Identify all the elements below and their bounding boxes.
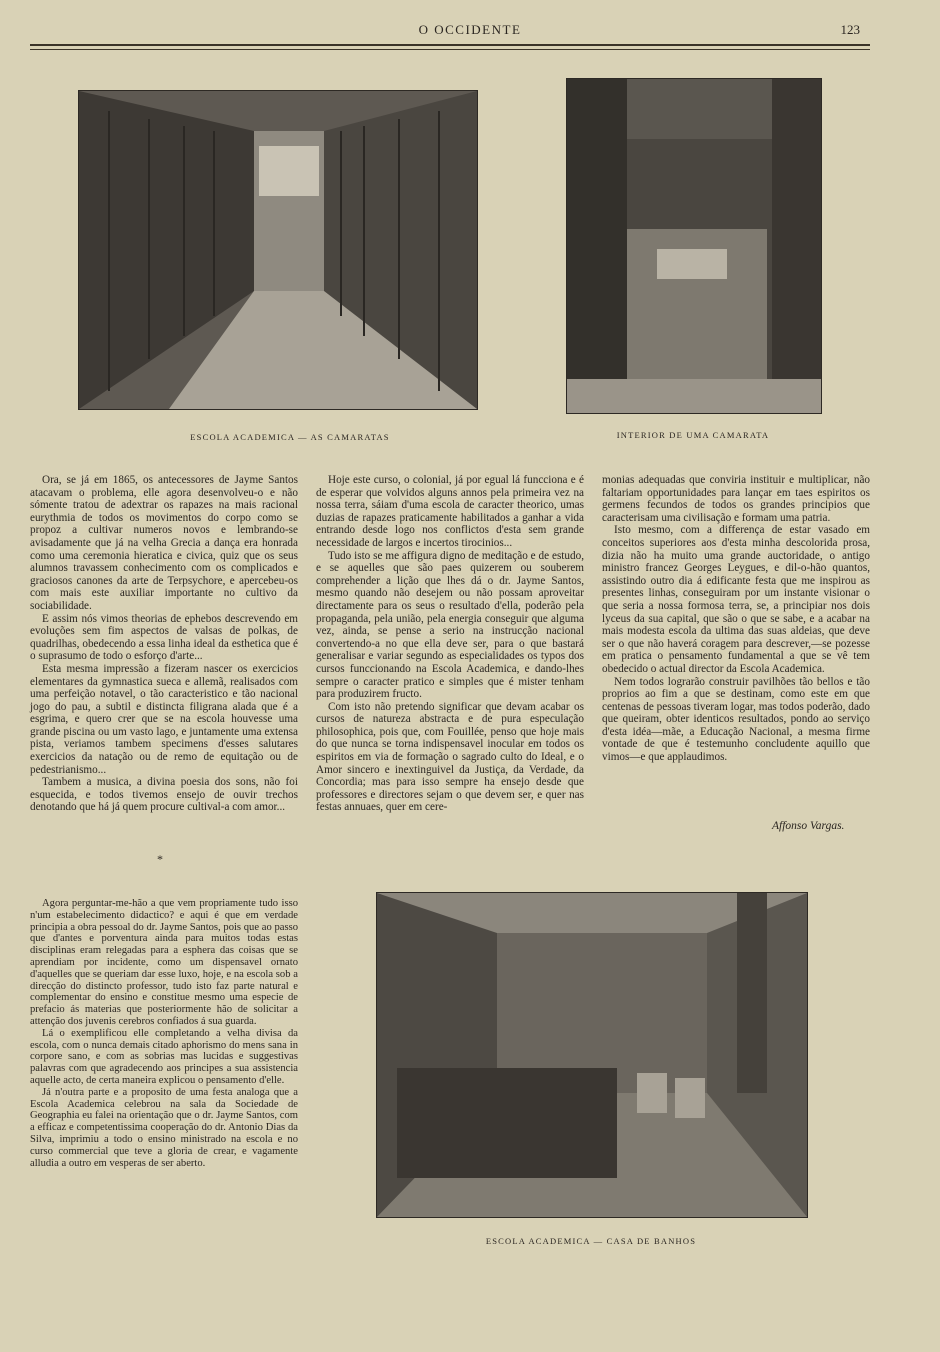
page-number: 123 bbox=[840, 22, 860, 37]
paragraph: monias adequadas que conviria instituir e multiplicar, não faltariam opportunidades para lançar em taes espiritos os germens fecundos de todos os grandes principios que caracterisam uma civilisação e formam uma patria. bbox=[602, 474, 870, 524]
paragraph: Agora perguntar-me-hão a que vem propriamente tudo isso n'um estabelecimento didactico? e aqui é que em verdade principia a obra pessoal do dr. Jayme Santos, pois que ao passo que d'antes e porventura ainda para muitos todas estas disciplinas eram relegadas para a esphera das coisas que se aprendiam por incidente, como um dispensavel ornato d'aquelles que se queriam dar esse luxo, hoje, e na escola sob a direcção do distincto professor, tudo isto faz parte natural e complementar do ensino e constitue mesmo uma especie de prefacio ás materias que posteriormente hão de solicitar a attenção dos juvenis cerebros confiados á sua guarda. bbox=[30, 898, 298, 1027]
photo-dormitories bbox=[78, 90, 478, 410]
paragraph: E assim nós vimos theorias de ephebos descrevendo em evoluções sem fim aspectos de valsas de polkas, de quadrilhas, obedecendo a essa linha ideal da esthetica que é o suprasumo de todo o esforço d'arte... bbox=[30, 612, 298, 663]
text-column-1-bottom bbox=[30, 898, 298, 1169]
text-column-1 bbox=[30, 474, 298, 814]
header-rule bbox=[30, 44, 870, 46]
paragraph: Hoje este curso, o colonial, já por egual lá funcciona e é de esperar que volvidos alguns annos pela primeira vez na nossa terra, sáiam d'uma escola de caracter theorico, umas duzias de rapazes praticamente habilitados a ganhar a vida entrando desde logo nos conflictos d'esta sem grande necessidade de largos e incertos tirocinios... bbox=[316, 474, 584, 549]
photo-dormitory-interior bbox=[566, 78, 822, 414]
photo-bathhouse bbox=[376, 892, 808, 1218]
paragraph: Tudo isto se me affigura digno de meditação e de estudo, e se aquelles que são paes quizerem ou souberem comprehender a lição que lhes dá o dr. Jayme Santos, mesmo quando não desejem ou não possam aproveitar directamente para os seus o resultado d'ella, poderão pela propaganda, pela união, pela energia conseguir que alguma vez, ainda, se pense a serio na instrucção nacional convertendo-a no que ella deve ser, para o que bastará generalisar e variar segundo as especialidades os typos dos cursos funccionando na Escola Academica, e dando-lhes sempre o caracter pratico e simples que é mister tenham para produzirem fructo. bbox=[316, 549, 584, 701]
paragraph: Já n'outra parte e a proposito de uma festa analoga que a Escola Academica celebrou na sala da Sociedade de Geographia eu falei na orientação que o dr. Jayme Santos, com a efficaz e competentissima cooperação do dr. Antonio Dias da Silva, imprimiu a todo o ensino ministrado na escola e no curso commercial que teve a gloria de crear, e vagamente alludia a outro em vesperas de ser aberto. bbox=[30, 1086, 298, 1169]
header-rule-thin bbox=[30, 49, 870, 50]
paragraph: Esta mesma impressão a fizeram nascer os exercicios elementares da gymnastica sueca e allemã, realisados com uma perfeição notavel, o tão caracteristico e tão nacional jogo do pau, a subtil e distincta filigrana alada que é a esgrima, e quero crer que se na escola houvesse uma grande piscina ou um vasto lago, e juntamente uma extensa pista, veriamos tambem specimens d'esses salutares exercicios da natação ou de remo de equitação ou de pedestrianismo... bbox=[30, 662, 298, 776]
paragraph: Lá o exemplificou elle completando a velha divisa da escola, com o nunca demais citado aphorismo do mens sana in corpore sano, e com as sobrias mas lucidas e suggestivas palavras com que agradecendo aos principes a sua assistencia aquelle acto, de certa maneira explicou o pensamento d'elle. bbox=[30, 1027, 298, 1086]
text-column-3 bbox=[602, 474, 870, 764]
caption-photo-dormitory-interior: INTERIOR DE UMA CAMARATA bbox=[616, 430, 770, 440]
paragraph: Ora, se já em 1865, os antecessores de Jayme Santos atacavam o problema, elle agora desenvolveu-o e não sómente tratou de adextrar os rapazes na mais racional eurythmia de todos os movimentos do corpo como se propoz a cultivar numeros novos e lembrando-se avisadamente que já na velha Grecia a dança era honrada como uma ceremonia hieratica e civica, quiz que os seus alumnos travassem conhecimento com os complicados e graciosos canones da arte de Terpsychore, e apercebeu-os com mais este auxiliar importante no cultivo da sociabilidade. bbox=[30, 474, 298, 612]
paragraph: Nem todos lograrão construir pavilhões tão bellos e tão proprios ao fim a que se destinam, como este em que centenas de pessoas tiveram logar, mas todos poderão, dado que queiram, obter identicos resultados, pondo ao serviço d'esta idéa—mãe, a Educação Nacional, a mesma firme vontade de que é testemunho concludente aquillo que vimos—e que applaudimos. bbox=[602, 675, 870, 764]
text-column-2 bbox=[316, 474, 584, 814]
journal-title: O OCCIDENTE bbox=[418, 22, 522, 37]
author-signature: Affonso Vargas. bbox=[772, 820, 845, 832]
caption-photo-bathhouse: ESCOLA ACADEMICA — CASA DE BANHOS bbox=[485, 1236, 697, 1246]
paragraph: Tambem a musica, a divina poesia dos sons, não foi esquecida, e todos tivemos ensejo de ouvir trechos denotando que há já quem procure cultival-a com amor... bbox=[30, 776, 298, 814]
section-separator: * bbox=[157, 852, 163, 866]
caption-photo-dormitories: ESCOLA ACADEMICA — AS CAMARATAS bbox=[190, 432, 390, 442]
paragraph: Isto mesmo, com a differença de estar vasado em conceitos superiores aos d'esta minha descolorida prosa, dizia não ha muito uma grande auctoridade, o antigo ministro francez Georges Leygues, e dil-o-hão quantos, assistindo outro dia á edificante festa que me inspirou as presentes linhas, conseguiram por um instante visionar o que seria a nossa formosa terra, se, a principiar nos dois lyceus da sua capital, que são o que se sabe, e a acabar na mais modesta escola da ultima das suas aldeias, que deve ser o que não haverá coragem para descrever,—se pozesse em pratica o pensamento fundamental a que se vê tem obedecido o actual director da Escola Academica. bbox=[602, 524, 870, 675]
paragraph: Com isto não pretendo significar que devam acabar os cursos de natureza abstracta e de pura especulação philosophica, pois que, com Fouillée, penso que hoje mais do que nunca se torna indispensavel inocular em todos os espiritos em via de formação o sagrado culto do Ideal, e o Amor sincero e inextinguivel da Justiça, da Verdade, da Concordia; mas para isso sempre ha ensejo desde que professores e directores sejam o que devem ser, e quer nas festas annuaes, quer em cere- bbox=[316, 700, 584, 814]
